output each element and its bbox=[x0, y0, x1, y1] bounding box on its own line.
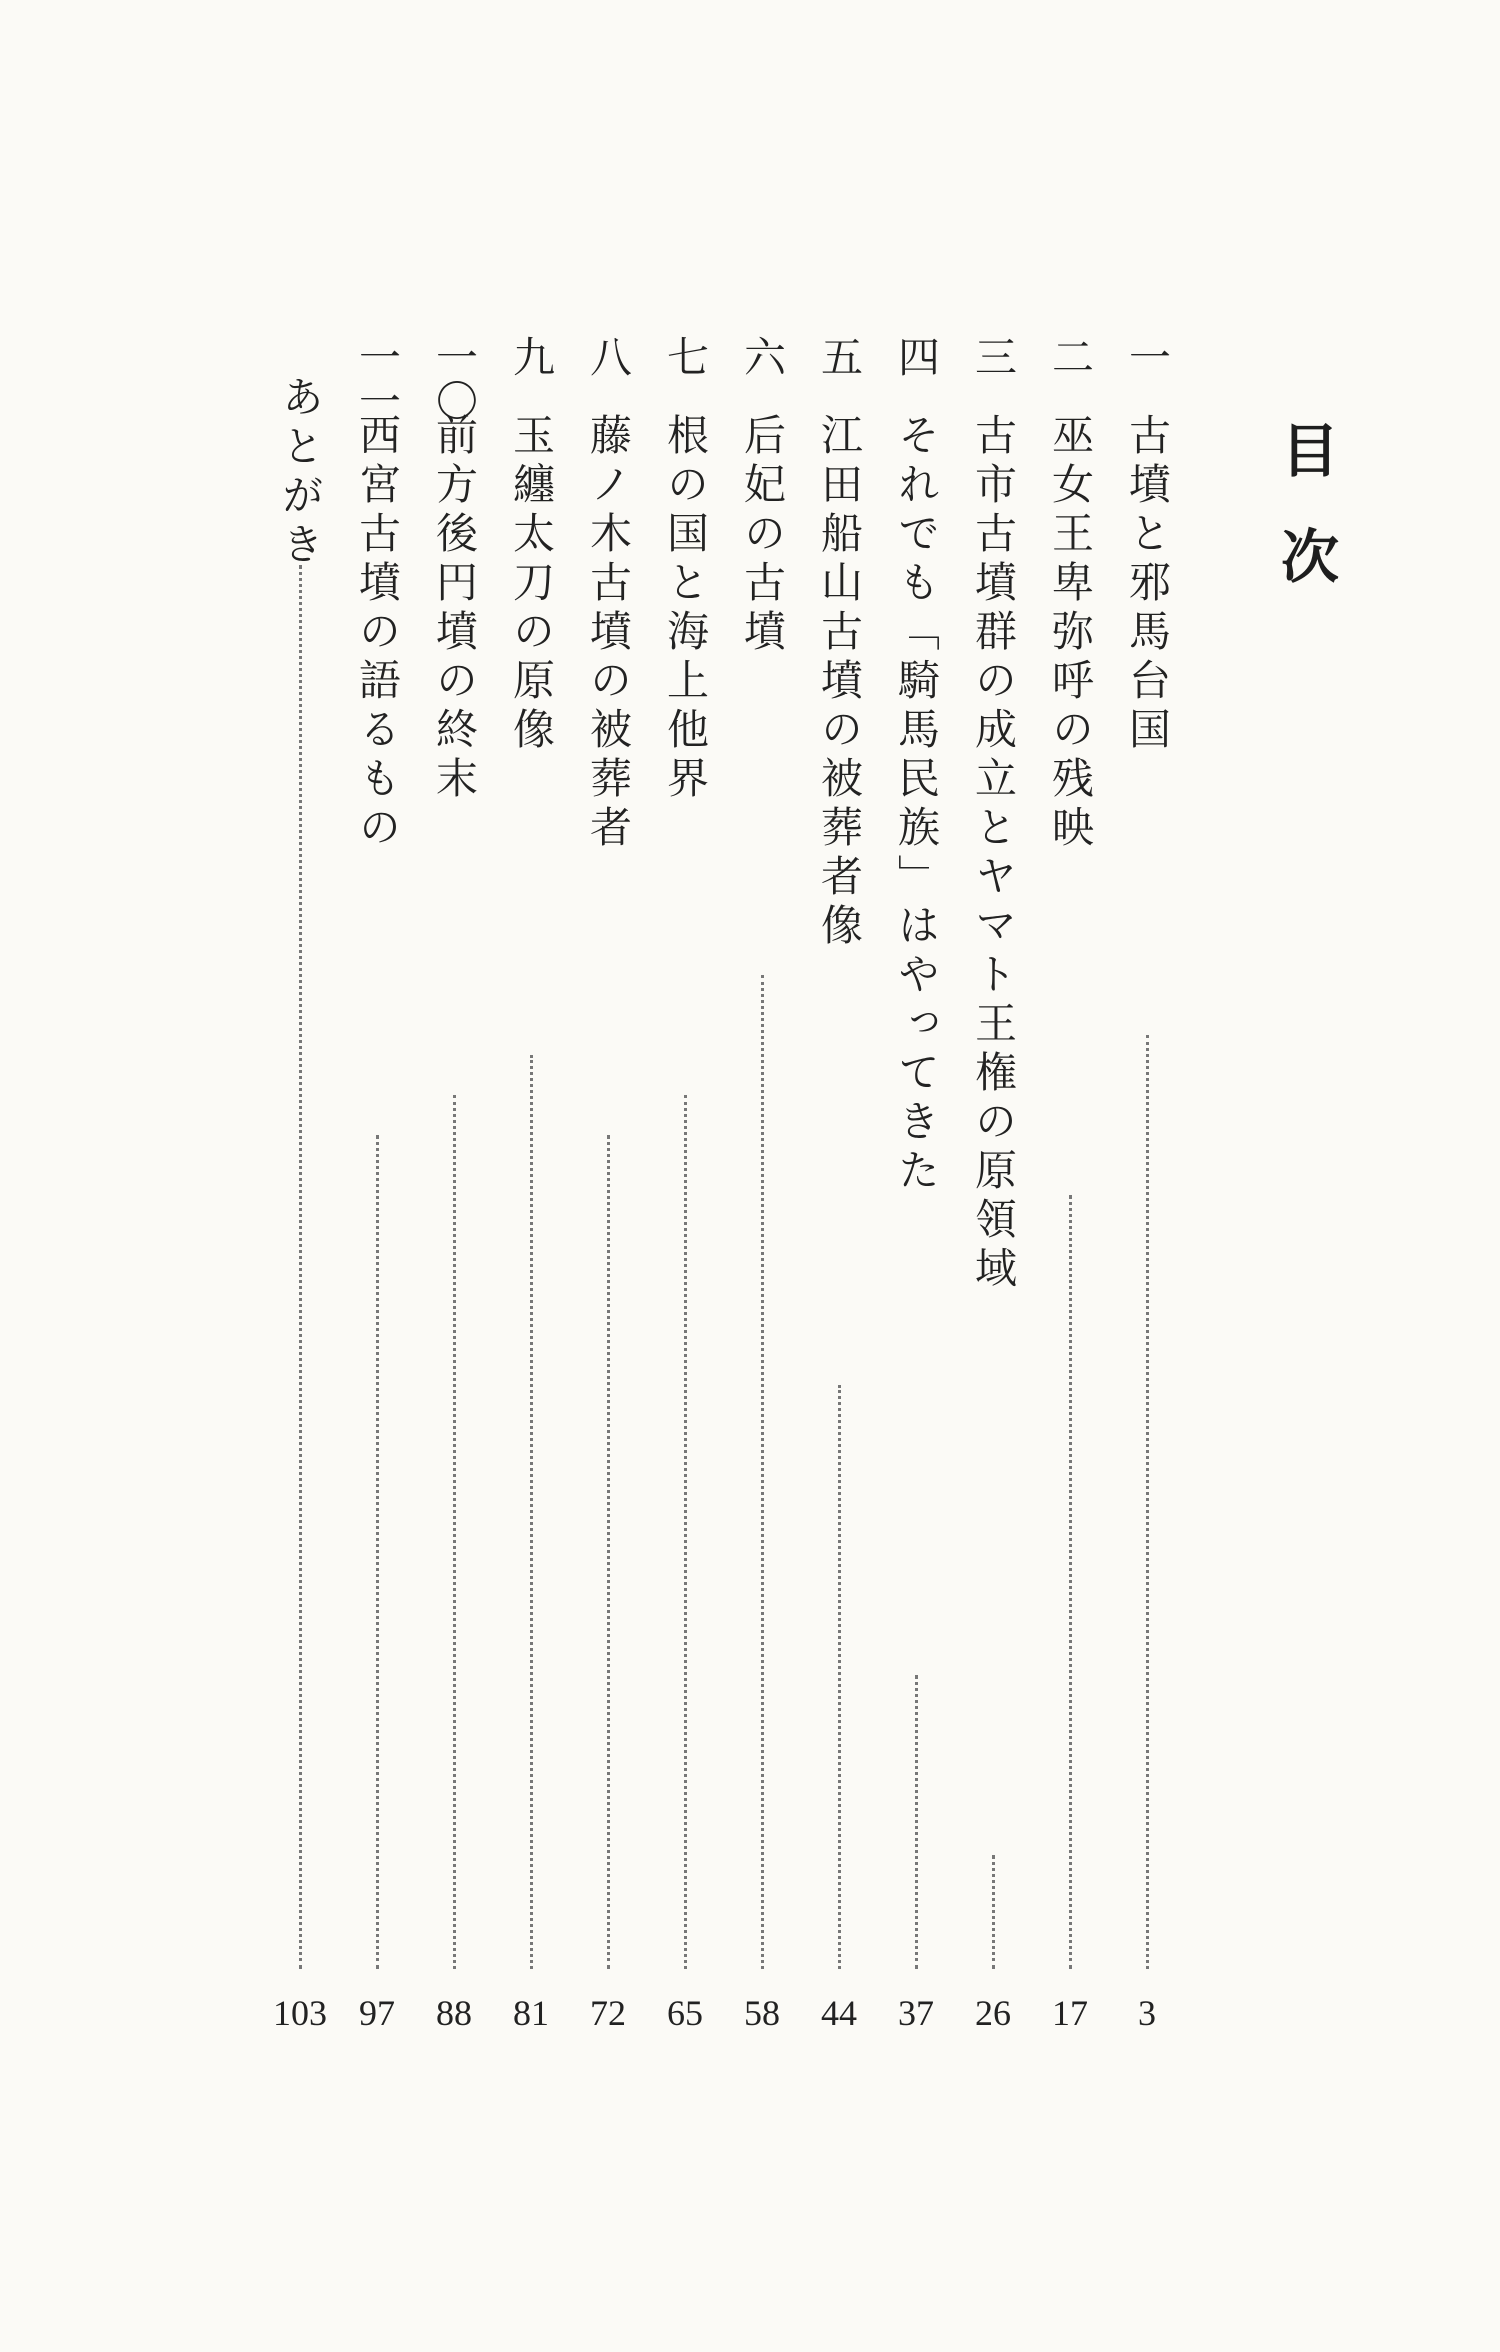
chapter-title: 后妃の古墳 bbox=[738, 413, 787, 658]
toc-entry[interactable] bbox=[578, 335, 638, 2035]
page-number: 17 bbox=[1052, 1993, 1088, 2033]
dot-leader bbox=[915, 1675, 918, 1969]
chapter-number: 四 bbox=[892, 335, 941, 379]
chapter-number: 五 bbox=[815, 335, 864, 379]
page-number: 81 bbox=[513, 1993, 549, 2033]
toc-entry[interactable] bbox=[1117, 335, 1177, 2035]
toc-entry-afterword[interactable] bbox=[270, 375, 330, 2035]
chapter-number: 九 bbox=[507, 335, 556, 379]
chapter-title: 根の国と海上他界 bbox=[661, 413, 710, 805]
dot-leader bbox=[761, 975, 764, 1969]
dot-leader bbox=[1146, 1035, 1149, 1969]
page-number: 3 bbox=[1138, 1993, 1156, 2033]
chapter-title: 江田船山古墳の被葬者像 bbox=[815, 413, 864, 952]
toc-entry[interactable] bbox=[501, 335, 561, 2035]
chapter-number: 一〇 bbox=[430, 335, 479, 423]
toc-entry[interactable] bbox=[347, 335, 407, 2035]
chapter-number: 六 bbox=[738, 335, 787, 379]
chapter-number: 一 bbox=[1123, 335, 1172, 379]
dot-leader bbox=[992, 1855, 995, 1969]
chapter-title: 玉纏太刀の原像 bbox=[507, 413, 556, 756]
page-number: 103 bbox=[273, 1993, 327, 2033]
page-title: 目次 bbox=[1271, 420, 1339, 632]
toc-entry[interactable] bbox=[963, 335, 1023, 2035]
afterword-title: あとがき bbox=[276, 375, 325, 571]
page-number: 65 bbox=[667, 1993, 703, 2033]
dot-leader bbox=[453, 1095, 456, 1969]
page-number: 72 bbox=[590, 1993, 626, 2033]
chapter-number: 一一 bbox=[353, 335, 402, 423]
toc-entry[interactable] bbox=[732, 335, 792, 2035]
page-number: 37 bbox=[898, 1993, 934, 2033]
page-number: 44 bbox=[821, 1993, 857, 2033]
chapter-title: 前方後円墳の終末 bbox=[430, 413, 479, 805]
chapter-number: 七 bbox=[661, 335, 710, 379]
toc-entry[interactable] bbox=[655, 335, 715, 2035]
chapter-number: 二 bbox=[1046, 335, 1095, 379]
chapter-title: 西宮古墳の語るもの bbox=[353, 413, 402, 854]
page-number: 26 bbox=[975, 1993, 1011, 2033]
dot-leader bbox=[299, 565, 302, 1969]
dot-leader bbox=[1069, 1195, 1072, 1969]
dot-leader bbox=[607, 1135, 610, 1969]
dot-leader bbox=[530, 1055, 533, 1969]
chapter-number: 三 bbox=[969, 335, 1018, 379]
chapter-title: 藤ノ木古墳の被葬者 bbox=[584, 413, 633, 854]
dot-leader bbox=[376, 1135, 379, 1969]
page-number: 88 bbox=[436, 1993, 472, 2033]
chapter-title: 古市古墳群の成立とヤマト王権の原領域 bbox=[969, 413, 1018, 1295]
toc-entry[interactable] bbox=[424, 335, 484, 2035]
page-number: 58 bbox=[744, 1993, 780, 2033]
toc-entry[interactable] bbox=[886, 335, 946, 2035]
chapter-title: それでも「騎馬民族」はやってきた bbox=[892, 413, 941, 1197]
page-number: 97 bbox=[359, 1993, 395, 2033]
dot-leader bbox=[838, 1385, 841, 1969]
chapter-title: 巫女王卑弥呼の残映 bbox=[1046, 413, 1095, 854]
toc-entry[interactable] bbox=[1040, 335, 1100, 2035]
chapter-title: 古墳と邪馬台国 bbox=[1123, 413, 1172, 756]
chapter-number: 八 bbox=[584, 335, 633, 379]
toc-entry[interactable] bbox=[809, 335, 869, 2035]
dot-leader bbox=[684, 1095, 687, 1969]
